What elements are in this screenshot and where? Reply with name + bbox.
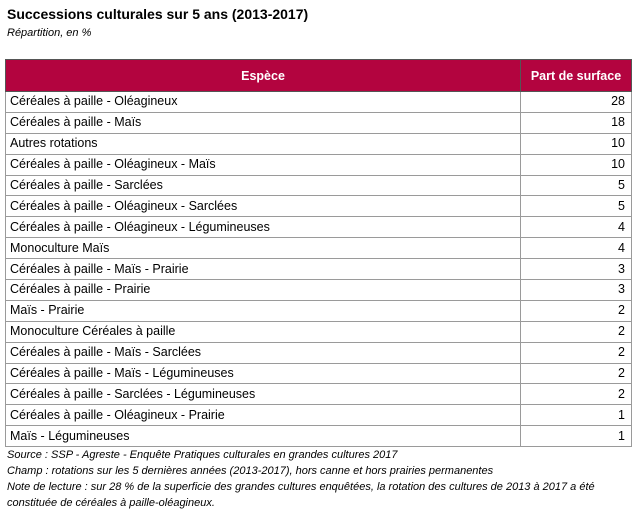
table-row xyxy=(6,92,632,113)
data-table xyxy=(5,59,632,447)
species-cell: Céréales à paille - Maïs - Prairie xyxy=(6,259,521,280)
page-title: Successions culturales sur 5 ans (2013-2017) xyxy=(7,6,309,22)
species-cell: Céréales à paille - Maïs - Sarclées xyxy=(6,342,521,363)
surface-share-cell: 3 xyxy=(521,280,632,301)
surface-share-cell: 5 xyxy=(521,196,632,217)
table-row xyxy=(6,405,632,426)
surface-share-cell: 2 xyxy=(521,384,632,405)
table-row xyxy=(6,133,632,154)
surface-share-cell: 1 xyxy=(521,426,632,447)
surface-share-cell: 28 xyxy=(521,92,632,113)
table-row xyxy=(6,280,632,301)
footnotes xyxy=(7,447,631,511)
table-body xyxy=(6,92,632,447)
table-row xyxy=(6,342,632,363)
surface-share-cell: 18 xyxy=(521,112,632,133)
source-note: Source : SSP - Agreste - Enquête Pratiques culturales en grandes cultures 2017 xyxy=(7,449,398,461)
table-row xyxy=(6,321,632,342)
table-row xyxy=(6,217,632,238)
surface-share-cell: 5 xyxy=(521,175,632,196)
page-subtitle: Répartition, en % xyxy=(7,27,92,39)
table-row xyxy=(6,426,632,447)
species-cell: Monoculture Céréales à paille xyxy=(6,321,521,342)
surface-share-cell: 2 xyxy=(521,363,632,384)
surface-share-cell: 2 xyxy=(521,321,632,342)
table-row xyxy=(6,154,632,175)
surface-share-cell: 4 xyxy=(521,217,632,238)
table-row xyxy=(6,238,632,259)
surface-share-cell: 10 xyxy=(521,154,632,175)
table-row xyxy=(6,363,632,384)
species-cell: Céréales à paille - Maïs - Légumineuses xyxy=(6,363,521,384)
species-cell: Céréales à paille - Sarclées - Légumineuses xyxy=(6,384,521,405)
table-row xyxy=(6,384,632,405)
species-cell: Maïs - Légumineuses xyxy=(6,426,521,447)
column-header-espece: Espèce xyxy=(6,60,521,92)
table-row xyxy=(6,300,632,321)
species-cell: Céréales à paille - Oléagineux - Prairie xyxy=(6,405,521,426)
reading-note: Note de lecture : sur 28 % de la superficie des grandes cultures enquêtées, la rotation des cultures de 2013 à 2017 a été constituée de céréales à paille-oléagineux. xyxy=(7,481,595,509)
species-cell: Autres rotations xyxy=(6,133,521,154)
species-cell: Céréales à paille - Maïs xyxy=(6,112,521,133)
surface-share-cell: 4 xyxy=(521,238,632,259)
species-cell: Céréales à paille - Prairie xyxy=(6,280,521,301)
table-row xyxy=(6,175,632,196)
table-row xyxy=(6,196,632,217)
surface-share-cell: 2 xyxy=(521,342,632,363)
surface-share-cell: 3 xyxy=(521,259,632,280)
table-row xyxy=(6,112,632,133)
scope-note: Champ : rotations sur les 5 dernières années (2013-2017), hors canne et hors prairies permanentes xyxy=(7,465,494,477)
surface-share-cell: 10 xyxy=(521,133,632,154)
surface-share-cell: 2 xyxy=(521,300,632,321)
species-cell: Céréales à paille - Oléagineux xyxy=(6,92,521,113)
table-row xyxy=(6,259,632,280)
species-cell: Monoculture Maïs xyxy=(6,238,521,259)
table-header-row xyxy=(6,60,632,92)
species-cell: Maïs - Prairie xyxy=(6,300,521,321)
surface-share-cell: 1 xyxy=(521,405,632,426)
column-header-part-de-surface: Part de surface xyxy=(521,60,632,92)
species-cell: Céréales à paille - Oléagineux - Sarclées xyxy=(6,196,521,217)
species-cell: Céréales à paille - Oléagineux - Maïs xyxy=(6,154,521,175)
species-cell: Céréales à paille - Sarclées xyxy=(6,175,521,196)
species-cell: Céréales à paille - Oléagineux - Légumineuses xyxy=(6,217,521,238)
